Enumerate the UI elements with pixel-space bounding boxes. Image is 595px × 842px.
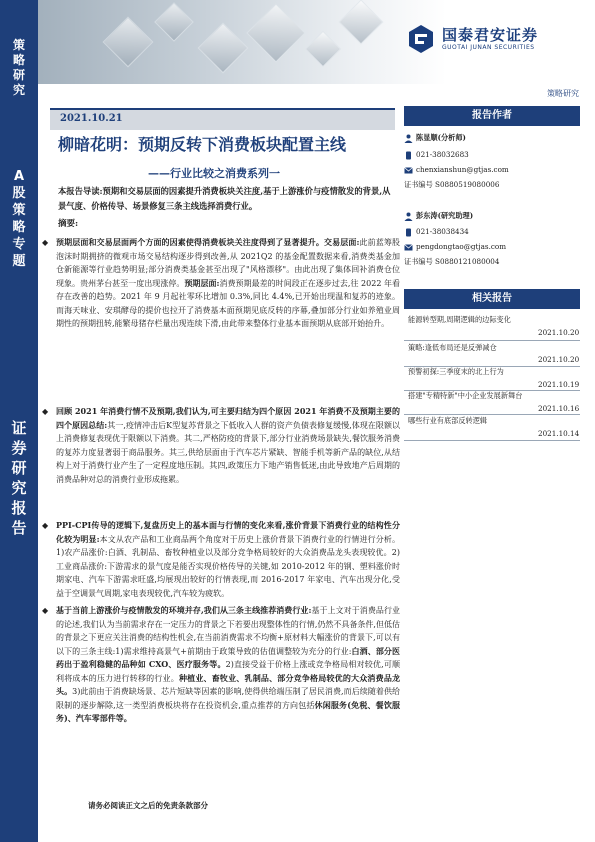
email-icon xyxy=(404,166,413,175)
summary-paragraph xyxy=(42,604,401,726)
summary-paragraph-lead: 休闲服务(免税、餐饮服务)、汽车零部件等。 xyxy=(56,699,400,723)
divider xyxy=(404,440,580,441)
decorative-cube xyxy=(338,0,383,45)
report-guide: 本报告导读:预期和交易层面的因素提升消费板块关注度,基于上游涨价与疫情散发的背景,从景气度、价格传导、场景修复三条主线选择消费行业。 xyxy=(58,186,391,211)
authors-header: 报告作者 xyxy=(404,106,580,126)
author-cert: 证书编号 S0880519080006 xyxy=(404,180,500,189)
summary-paragraph-body: 3)此前由于消费缺场景、芯片短缺等因素的影响,使得供给端压制了居民消费,而后续随着供给限制的逐步解除,这一类型消费板块将存在投资机会,重点推荐的方向包括 xyxy=(56,687,401,710)
bullet-icon: ◆ xyxy=(42,238,49,247)
sidebar-middle-label: A 股 策 略 专 题 xyxy=(12,169,26,269)
summary-paragraph-lead: 基于当前上游涨价与疫情散发的环境并存,我们从三条主线推荐消费行业: xyxy=(56,605,312,615)
summary-paragraph-lead: 预期层面: xyxy=(184,277,220,288)
brand-logo xyxy=(408,22,588,58)
summary-paragraph-lead: PPI-CPI传导的逻辑下,复盘历史上的基本面与行情的变化来看,涨价背景下消费行业的结构性分化较为明显: xyxy=(56,520,400,544)
related-report-title[interactable]: 能源转型期,周期逻辑的边际变化 xyxy=(408,315,511,324)
author-name: 彭东涛(研究助理) xyxy=(416,211,474,220)
summary-paragraph-body: 基于上文对于消费品行业的论述,我们认为当前需求存在一定压力的背景之下若要出现整体性的行情,仍然不具备条件,但低估的背景之下更应关注消费的结构性机会,在当前消费需求不均衡+原材料大幅涨价的背景下,可以有以下的三条主线:1)需求维持高景气+前期由于政策导致的估值调整较为充分的行业: xyxy=(56,606,400,656)
summary-paragraph-body: 消费预期最差的时间段正在逐步过去,往 2022 年看存在改善的趋势。2021 年 9 月起社零环比增加 0.3%,同比 4.4%,已开始出现温和复苏的迹象。而海天味业、安琪酵母的提价也拉开了消费基本面预期见底反转的序幕,叠加部分行业如养殖业周期性的预期扭转,能繁母猪存栏量出现连续下滑,由此带来整体行业基本面预期从底部开始抬升。 xyxy=(56,278,401,328)
sidebar-strip xyxy=(0,0,38,842)
related-report-date: 2021.10.20 xyxy=(538,355,580,364)
bullet-icon: ◆ xyxy=(42,521,49,530)
summary-label: 摘要: xyxy=(58,219,79,229)
related-report-title[interactable]: 搭建"专精特新"中小企业发展新舞台 xyxy=(408,391,523,400)
bullet-icon: ◆ xyxy=(42,606,49,615)
sidebar-top-label: 策 略 研 究 xyxy=(12,38,25,97)
phone-icon xyxy=(404,151,413,160)
summary-paragraph-lead: 种植业、畜牧业、乳制品、部分竞争格局较优的大众消费品龙头。 xyxy=(56,672,401,696)
related-report-title[interactable]: 哪些行业有底部反转逻辑 xyxy=(408,416,488,425)
summary-paragraph-body: 2)直接受益于价格上涨或竞争格局相对较优,可顺利将成本的压力进行转移的行业。 xyxy=(56,660,400,683)
author-name: 陈显顺(分析师) xyxy=(416,133,466,142)
author-phone: 021-38038434 xyxy=(416,227,469,236)
summary-paragraph-lead: 回顾 2021 年消费行情不及预期,我们认为,可主要归结为四个原因 2021 年消费不及预期主要的四个原因总结: xyxy=(56,406,400,430)
brand-name-en: GUOTAI JUNAN SECURITIES xyxy=(442,44,535,51)
decorative-cube xyxy=(103,17,154,68)
summary-paragraph-body: 其一,疫情冲击后K型复苏背景之下低收入人群的资产负债表修复缓慢,体现在限额以上消费修复表现优于限额以下消费。其二,严格防疫的背景下,部分行业消费场景缺失,餐饮服务消费的复苏力度显著弱于商品服务。其三,供给层面由于汽车芯片紧缺、智能手机等新产品的缺位,从结构上对于消费行业产生了一定程度地压制。其四,政策压力下地产销售低迷,由此导致地产后周期的消费品种对总的消费行业形成拖累。 xyxy=(56,420,401,484)
decorative-cube xyxy=(305,31,342,68)
bullet-icon: ◆ xyxy=(42,407,49,416)
summary-paragraph xyxy=(42,519,401,600)
related-reports-header: 相关报告 xyxy=(404,289,580,309)
decorative-cube xyxy=(154,2,194,42)
header-banner xyxy=(0,0,595,84)
decorative-cube xyxy=(198,23,249,74)
related-report-date: 2021.10.19 xyxy=(538,380,580,389)
divider xyxy=(404,340,580,341)
report-subtitle: ——行业比较之消费系列一 xyxy=(148,167,280,180)
author-phone: 021-38032683 xyxy=(416,150,469,159)
brand-name-cn: 国泰君安证券 xyxy=(442,26,539,44)
phone-icon xyxy=(404,228,413,237)
person-icon xyxy=(404,212,413,221)
footer-notice: 请务必阅读正文之后的免责条款部分 xyxy=(88,801,208,810)
related-report-date: 2021.10.16 xyxy=(538,404,580,413)
summary-paragraph-lead: 白酒、部分医药出于盈利稳健的品种如 CXO、医疗服务等。 xyxy=(56,645,400,669)
summary-paragraph-body: 此前蓝筹股泡沫时期拥挤的微观市场交易结构逐步得到改善,从 2021Q2 的基金配置数据来看,消费类基金加仓新能源等行业趋势明显;部分消费类基金甚至出现了"风格漂移"。由此出现了集体回补消费仓位现象。贵州茅台甚至一度出现涨停。 xyxy=(56,238,401,288)
email-icon xyxy=(404,243,413,252)
summary-paragraph xyxy=(42,405,401,486)
sidebar-bottom-label: 证 券 研 究 报 告 xyxy=(11,419,27,537)
divider xyxy=(404,414,580,415)
author-email[interactable]: pengdongtao@gtjas.com xyxy=(416,242,507,251)
report-title: 柳暗花明：预期反转下消费板块配置主线 xyxy=(58,135,347,154)
author-cert: 证书编号 S0880121080004 xyxy=(404,257,500,266)
report-date: 2021.10.21 xyxy=(60,113,123,124)
related-report-title[interactable]: 策略:逢低布局还是反弹减仓 xyxy=(408,343,497,352)
brand-logo-mark-icon xyxy=(408,24,434,54)
author-email[interactable]: chenxianshun@gtjas.com xyxy=(416,165,509,174)
decorative-cube xyxy=(246,3,305,62)
person-icon xyxy=(404,134,413,143)
summary-paragraph-body: 本文从农产品和工业商品两个角度对于历史上涨价背景下消费行业的行情进行分析。1)农产品涨价:白酒、乳制品、畜牧种植业以及部分竞争格局较好的大众消费品龙头表现较优。2)工业商品涨价:下游需求的景气度是能否实现价格传导的关键,如 2010-2012 年的钢、塑料涨价时期家电、汽车下游需求旺盛,均展现出较好的行情表现,而 2016-2017 年家电、汽车出现分化,受益于空调景气周期,家电表现较优,汽车较为疲软。 xyxy=(56,534,401,598)
related-report-date: 2021.10.14 xyxy=(538,429,580,438)
related-report-title[interactable]: 预警初探:三季度末的北上行为 xyxy=(408,367,504,376)
summary-paragraph-lead: 预期层面和交易层面两个方面的因素使得消费板块关注度得到了显著提升。交易层面: xyxy=(56,237,360,247)
related-report-date: 2021.10.20 xyxy=(538,328,580,337)
date-bar xyxy=(50,108,395,130)
report-type-tag: 策略研究 xyxy=(547,89,579,98)
summary-paragraph xyxy=(42,236,401,331)
